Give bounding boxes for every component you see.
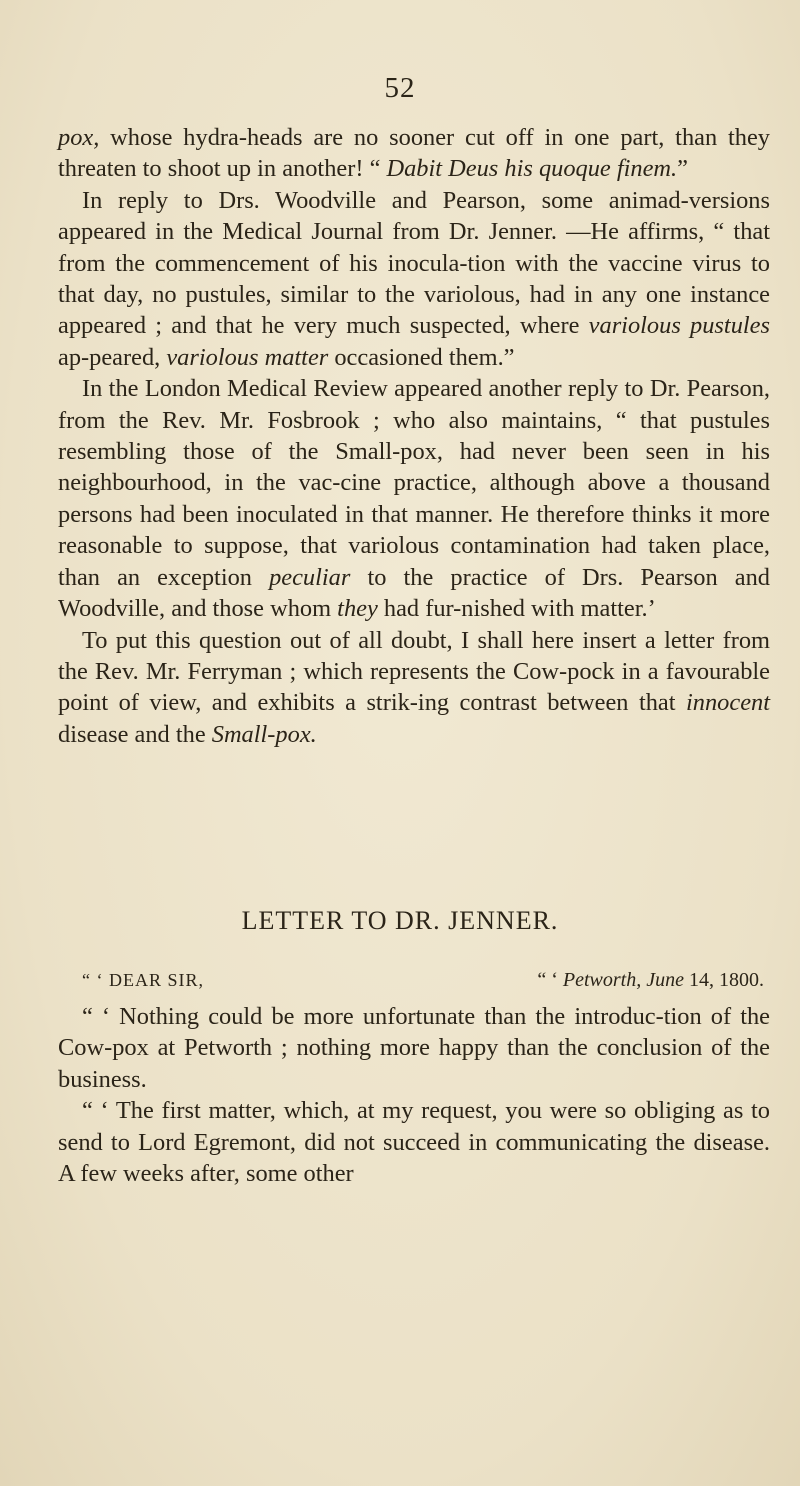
text-segment: Small-pox. [211,720,317,748]
text-segment: disease and the [58,720,212,748]
paragraph-3 [58,373,770,624]
text-segment: they [337,595,378,623]
dateline [537,967,764,993]
text-segment: Dabit Deus his quoque finem. [386,155,678,183]
letter-body [58,967,770,1189]
letter-paragraph-2 [58,1095,770,1189]
letter-heading: LETTER TO DR. JENNER. [241,906,559,935]
paragraph-4 [58,625,770,751]
dateline-prefix: “ ‘ [537,969,563,991]
paragraph-1 [58,122,770,185]
text-segment: innocent [686,689,770,717]
paragraph-2 [58,185,770,373]
text-segment: ” [677,155,688,183]
text-segment: peculiar [269,563,351,591]
page-number: 52 [384,72,416,104]
text-segment: whose hydra-heads are no sooner cut off in one part, than they threaten to shoot up in another! “ [58,124,770,183]
text-segment: In reply to Drs. Woodville and Pearson, some animad-versions appeared in the Medical Journal from Dr. Jenner. —He affirms, “ that from the commencement of his inocula-tion with the vaccine virus to that day, no pustules, similar to the variolous, had in any one instance appeared ; and that he very much suspected, where [58,186,770,340]
body-text [58,122,770,750]
text-segment: “ ‘ Nothing could be more unfortunate than the introduc-tion of the Cow-pox at Petworth ; nothing more happy than the conclusion of the business. [58,1003,770,1093]
text-segment: ap-peared, [58,343,167,371]
letter-paragraph-1 [58,1001,770,1095]
text-segment: In the London Medical Review appeared another reply to Dr. Pearson, from the Rev. Mr. Fosbrook ; who also maintains, “ that pustules resembling those of the Small-pox, had never been seen in his neighbourhood, in the vac-cine practice, although above a thousand persons had been inoculated in that manner. He therefore thinks it more reasonable to suppose, that variolous contamination had taken place, than an exception [58,375,770,591]
text-segment: occasioned them.” [328,343,515,371]
text-segment: variolous pustules [588,312,770,340]
text-segment: to the practice of Drs. Pearson and Woodville, and those whom [58,563,770,623]
salutation: “ ‘ DEAR SIR, [82,970,204,990]
dateline-rest: 14, 1800. [684,969,764,991]
text-segment: pox, [58,124,100,151]
text-segment: had fur-nished with matter.’ [377,595,656,623]
salutation-line [58,967,770,993]
text-segment: variolous matter [166,343,329,371]
dateline-place: Petworth, June [562,969,684,991]
text-segment: “ ‘ The first matter, which, at my request, you were so obliging as to send to Lord Egremont, did not succeed in communicating the disease. A few weeks after, some other [58,1097,770,1188]
text-segment: To put this question out of all doubt, I shall here insert a letter from the Rev. Mr. Ferryman ; which represents the Cow-pock in a favourable point of view, and exhibits a strik-ing contrast between that [58,626,770,717]
